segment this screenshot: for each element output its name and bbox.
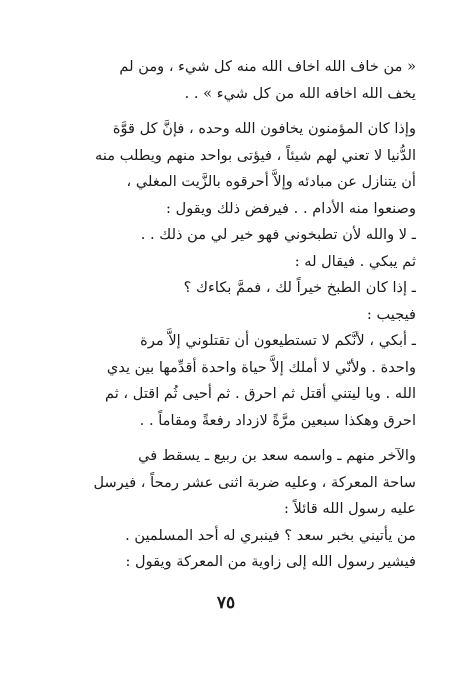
text-line: ـ إذا كان الطبخ خيراً لك ، فممَّ بكاءك ؟	[183, 279, 416, 296]
text-line: أن يتنازل عن مبادئه وإلاَّ أحرقوه بالزَّيت المغلي ،	[126, 173, 416, 190]
text-line: عليه رسول الله قائلاً :	[283, 500, 416, 517]
text-line: ـ أبكي ، لأنَّكم لا تستطيعون أن تقتلوني إلاَّ مرة	[140, 332, 416, 349]
text-line: يخف الله اخافه الله من كل شيء » . .	[184, 84, 416, 102]
text-line: احرق وهكذا سبعين مرَّةً لازداد رفعةً ومقاماً . .	[139, 411, 416, 429]
text-line: الله . ويا ليتني أقتل ثم احرق . ثم أحيى ثُم اقتل ، ثم	[105, 385, 416, 402]
text-line: وصنعوا منه الأدام . . فيرفض ذلك ويقول :	[166, 199, 416, 217]
text-line: فيجيب :	[366, 305, 416, 323]
text-line: والآخر منهم ـ واسمه سعد بن ربيع ـ يسقط في	[138, 447, 416, 464]
text-line: واحدة . ولأنّي لا أملك إلاَّ حياة واحدة أقدِّمها بين يدي	[106, 358, 416, 376]
text-line: ساحة المعركة ، وعليه ضربة اثنى عشر رمحاً ، فيرسل	[93, 473, 416, 491]
paragraph-gap	[36, 434, 416, 443]
text-line: وإذا كان المؤمنون يخافون الله وحده ، فإنَّ كل قوَّة	[112, 120, 416, 137]
text-line: ـ لا والله لأن تطبخوني فهو خير لي من ذلك . .	[140, 226, 416, 243]
body-text	[36, 54, 416, 576]
text-line: من يأتيني بخبر سعد ؟ فينبري له أحد المسلمين .	[125, 526, 416, 544]
text-line: فيشير رسول الله إلى زاوية من المعركة ويقول :	[125, 553, 416, 570]
text-line: ثم يبكي . فيقال له :	[294, 252, 416, 270]
page-number: ٧٥	[216, 593, 236, 613]
text-line: الدُّنيا لا تعني لهم شيئاً ، فيؤتى بواحد منهم ويطلب منه	[95, 146, 416, 164]
text-line: « من خاف الله اخاف الله منه كل شيء ، ومن لم	[119, 58, 416, 75]
paragraph-gap	[36, 107, 416, 116]
